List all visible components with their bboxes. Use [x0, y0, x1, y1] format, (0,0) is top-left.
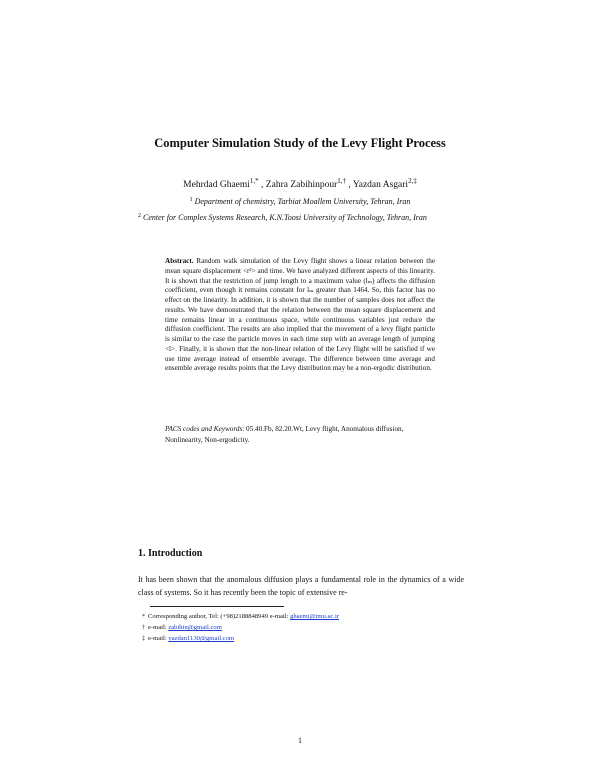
abstract-label: Abstract. [165, 257, 194, 265]
footnote-text: e-mail: [148, 624, 169, 631]
section-heading: 1. Introduction [138, 548, 203, 559]
author-name: Mehrdad Ghaemi [183, 180, 250, 190]
author-affiliation-mark: 2,‡ [408, 177, 417, 185]
affiliation-number: 1 [189, 197, 193, 203]
paper-title: Computer Simulation Study of the Levy Flight Process [154, 136, 446, 150]
author-name: Yazdan Asgari [352, 180, 409, 190]
pacs-keywords [165, 424, 437, 446]
footnote-rule [150, 606, 284, 607]
author-affiliation-mark: 1,* [249, 177, 259, 185]
author-separator: , [346, 180, 353, 190]
affiliation [0, 197, 600, 206]
footnote-mark: † [142, 625, 145, 631]
footnote [142, 623, 222, 633]
author-line [0, 177, 600, 190]
abstract [165, 257, 435, 374]
page-number: 1 [298, 736, 302, 745]
affiliation-text: Center for Complex Systems Research, K.N.Toosi University of Technology, Tehran, Iran [143, 213, 427, 222]
author-separator: , [258, 180, 266, 190]
affiliation-text: Department of chemistry, Tarbiat Moallem University, Tehran, Iran [194, 197, 411, 206]
pacs-label: PACS codes and Keywords [165, 425, 243, 433]
abstract-text: Random walk simulation of the Levy flight shows a linear relation between the mean square displacement <r²> and time. We have analyzed different aspects of this linearity. It is shown that the restriction of jump length to a maximum value (lₘ) affects the diffusion coefficient, even though it remains constant for lₘ greater than 1464. So, this factor has no effect on the linearity. In addition, it is shown that the number of samples does not affect the results. We have demonstrated that the relation between the mean square displacement and time remains linear in a continuous space, while continuous variables just reduce the diffusion coefficient. The results are also implied that the movement of a levy flight particle is similar to the case the particle moves in each time step with an average length of jumping <l>. Finally, it is shown that the non-linear relation of the Levy flight will be satisfied if we use time average instead of ensemble average. The difference between time average and ensemble average results points that the Levy distribution may be a non-ergodic distribution. [165, 257, 436, 373]
author-affiliation-mark: 1,† [337, 177, 347, 185]
footnote [142, 634, 234, 644]
section-body: It has been shown that the anomalous diffusion plays a fundamental role in the dynamics of a wide class of systems. So it has recently been the topic of extensive re- [138, 575, 464, 597]
footnote-text: Corresponding author, Tel: (+98)2188848949 e-mail: [148, 613, 291, 620]
affiliation-number: 2 [138, 213, 141, 219]
email-link[interactable]: yazdan1130@gmail.com [168, 635, 235, 642]
footnote [142, 612, 339, 622]
footnote-text: e-mail: [148, 635, 169, 642]
footnote-mark: * [142, 614, 145, 620]
affiliation [138, 213, 427, 222]
email-link[interactable]: zabihin@gmail.com [168, 624, 222, 631]
author-name: Zahra Zabihinpour [265, 180, 338, 190]
email-link[interactable]: ghaemi@tmu.ac.ir [290, 613, 339, 620]
pacs-text: : 05.40.Fb, 82.20.Wt, Levy flight, Anomalous diffusion, Nonlinearity, Non-ergodicity. [165, 425, 404, 444]
footnote-mark: ‡ [142, 636, 145, 642]
